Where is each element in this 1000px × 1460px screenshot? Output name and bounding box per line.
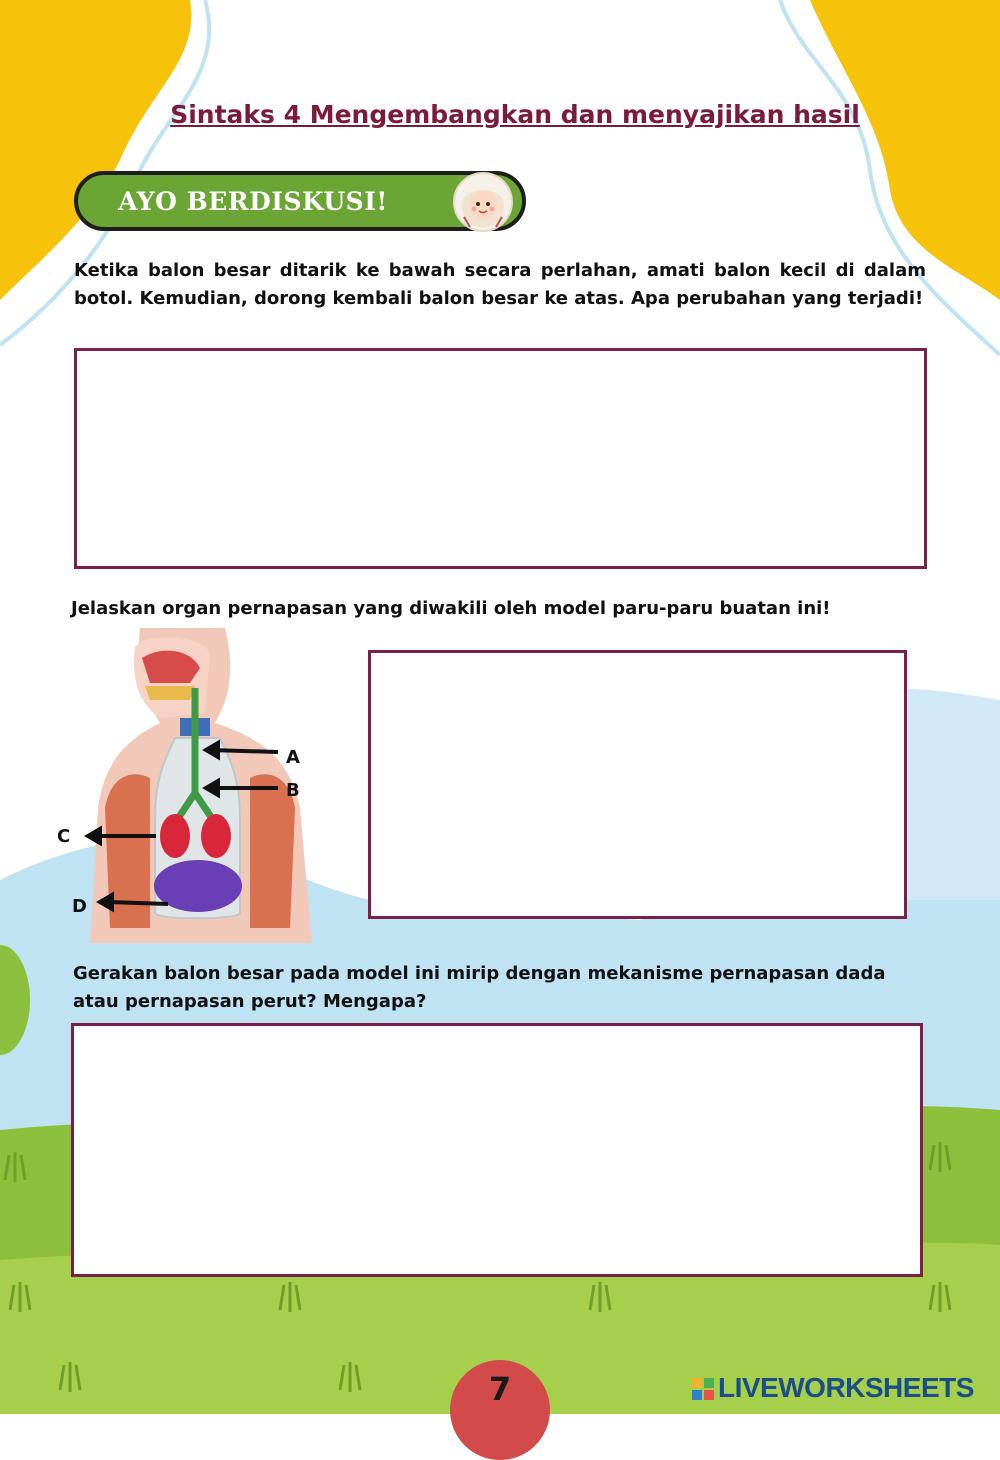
page-title: Sintaks 4 Mengembangkan dan menyajikan hasil — [170, 100, 860, 129]
label-b: B — [286, 780, 300, 801]
page-number: 7 — [488, 1370, 512, 1408]
question-1: Ketika balon besar ditarik ke bawah secara perlahan, amati balon kecil di dalam botol. Kemudian, dorong kembali balon besar ke atas. Apa perubahan yang terjadi! — [74, 260, 926, 309]
answer-box-1[interactable] — [74, 348, 927, 569]
discussion-banner — [74, 171, 526, 231]
label-a: A — [286, 747, 300, 768]
answer-box-3[interactable] — [71, 1023, 923, 1277]
label-d: D — [72, 896, 87, 917]
page-number-badge — [450, 1360, 550, 1460]
liveworksheets-logo-icon — [692, 1378, 714, 1400]
girl-avatar-icon — [452, 171, 514, 233]
watermark-text: LIVEWORKSHEETS — [718, 1372, 974, 1403]
answer-box-2[interactable] — [368, 650, 907, 919]
label-c: C — [57, 826, 71, 847]
lung-model-figure — [50, 628, 320, 943]
question-2: Jelaskan organ pernapasan yang diwakili oleh model paru-paru buatan ini! — [71, 598, 831, 619]
banner-label: AYO BERDISKUSI! — [118, 187, 388, 216]
question-3: Gerakan balon besar pada model ini mirip dengan mekanisme pernapasan dada atau pernapasan perut? Mengapa? — [73, 963, 886, 1012]
